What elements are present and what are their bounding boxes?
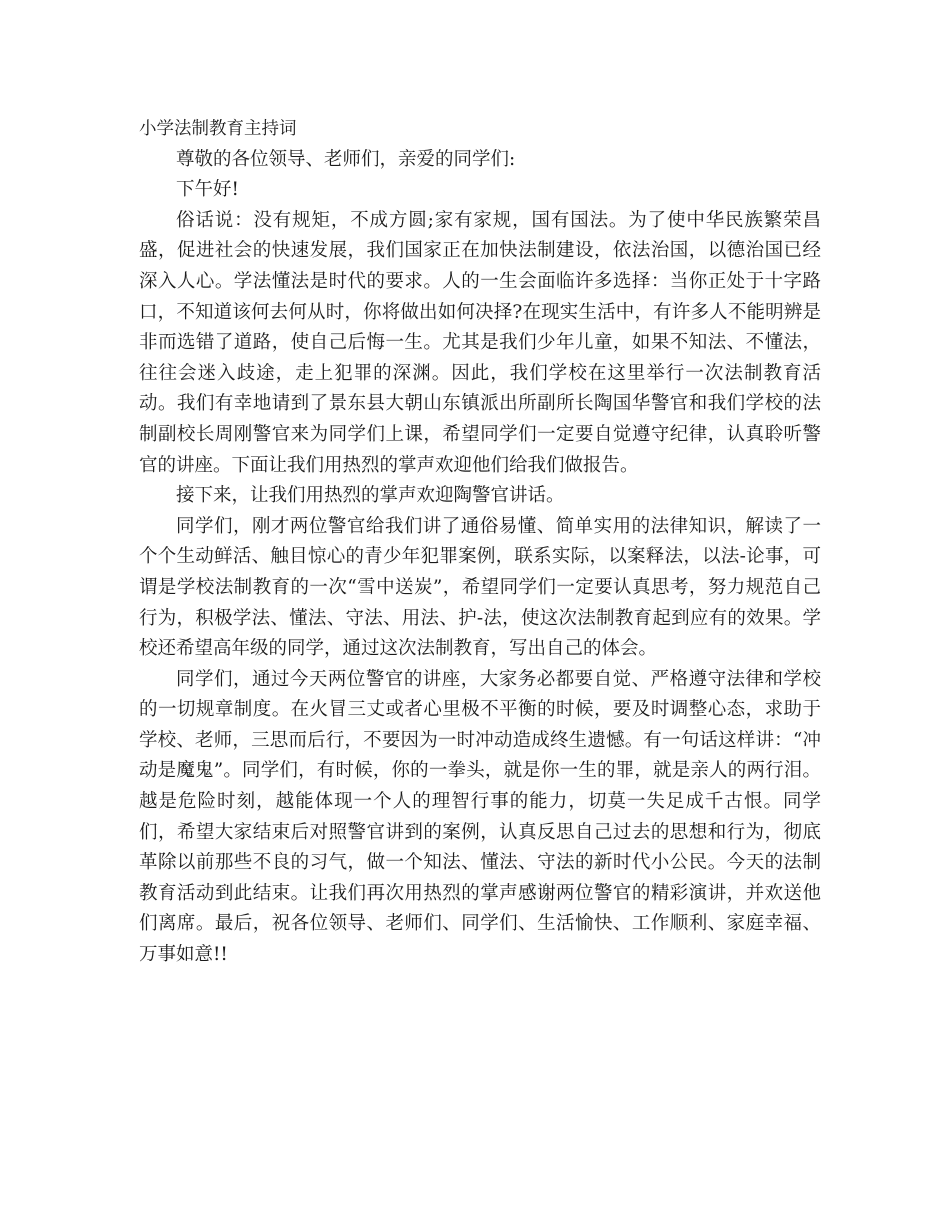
intro-paragraph: 俗话说：没有规矩，不成方圆;家有家规，国有国法。为了使中华民族繁荣昌盛，促进社会的快速发展，我们国家正在加快法制建设，依法治国，以德治国已经深入人心。学法懂法是时代的要求。人的一生会面临许多选择：当你正处于十字路口，不知道该何去何从时，你将做出如何决择?在现实生活中，有许多人不能明辨是非而选错了道路，使自己后悔一生。尤其是我们少年儿童，如果不知法、不懂法，往往会迷入歧途，走上犯罪的深渊。因此，我们学校在这里举行一次法制教育活动。我们有幸地请到了景东县大朝山东镇派出所副所长陶国华警官和我们学校的法制副校长周刚警官来为同学们上课，希望同学们一定要自觉遵守纪律，认真聆听警官的讲座。下面让我们用热烈的掌声欢迎他们给我们做报告。	[139, 209, 821, 476]
greeting-paragraph: 尊敬的各位领导、老师们，亲爱的同学们:	[176, 148, 516, 170]
document-body	[139, 114, 821, 971]
salutation-paragraph: 下午好!	[176, 179, 239, 201]
summary-paragraph: 同学们，刚才两位警官给我们讲了通俗易懂、简单实用的法律知识，解读了一个个生动鲜活、触目惊心的青少年犯罪案例，联系实际，以案释法，以法-论事，可谓是学校法制教育的一次“雪中送炭”，希望同学们一定要认真思考，努力规范自己行为，积极学法、懂法、守法、用法、护-法，使这次法制教育起到应有的效果。学校还希望高年级的同学，通过这次法制教育，写出自己的体会。	[139, 515, 821, 660]
transition-paragraph: 接下来，让我们用热烈的掌声欢迎陶警官讲话。	[176, 485, 565, 507]
closing-paragraph: 同学们，通过今天两位警官的讲座，大家务必都要自觉、严格遵守法律和学校的一切规章制度。在火冒三丈或者心里极不平衡的时候，要及时调整心态，求助于学校、老师，三思而后行，不要因为一时冲动造成终生遗憾。有一句话这样讲：“冲动是魔鬼”。同学们，有时候，你的一拳头，就是你一生的罪，就是亲人的两行泪。越是危险时刻，越能体现一个人的理智行事的能力，切莫一失足成千古恨。同学们，希望大家结束后对照警官讲到的案例，认真反思自己过去的思想和行为，彻底革除以前那些不良的习气，做一个知法、懂法、守法的新时代小公民。今天的法制教育活动到此结束。让我们再次用热烈的掌声感谢两位警官的精彩演讲，并欢送他们离席。最后，祝各位领导、老师们、同学们、生活愉快、工作顺利、家庭幸福、万事如意!!	[139, 668, 821, 966]
document-title: 小学法制教育主持词	[139, 119, 297, 139]
